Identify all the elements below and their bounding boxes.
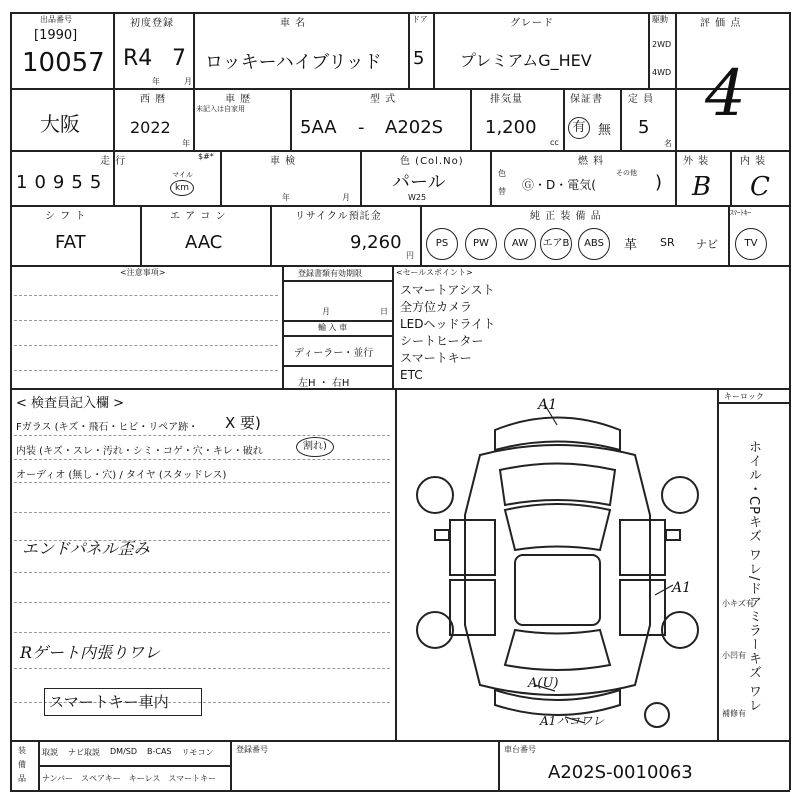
drive-label: 駆動 — [652, 15, 668, 24]
damage-mark: A1 — [672, 580, 692, 596]
hand-note: Rゲート内張りワレ — [20, 643, 161, 662]
boxed-note: スマートキー車内 — [44, 688, 202, 716]
grid-line — [789, 12, 791, 790]
grid-line — [360, 150, 362, 205]
insp-year: 年 — [282, 193, 290, 202]
year-unit: 年 — [152, 77, 160, 86]
car-name: ロッキーハイブリッド — [205, 52, 382, 73]
inspector-line — [14, 572, 390, 573]
model-prefix: 5AA — [300, 117, 337, 138]
footer-item: ナビ取説 — [68, 748, 100, 757]
interior-line: 内装 (キズ・スレ・汚れ・シミ・コゲ・穴・キレ・破れ — [16, 446, 263, 457]
year-unit-2: 年 — [182, 139, 190, 148]
equipment-label: 純 正 装 備 品 — [530, 211, 602, 222]
audio-line: オーディオ (無し・穴) / タイヤ (スタッドレス) — [16, 470, 227, 481]
footer-item: リモコン — [181, 748, 214, 757]
grid-line — [420, 205, 422, 265]
km-label: km — [170, 180, 194, 196]
grid-line — [230, 740, 232, 790]
interior-grade: C — [750, 172, 770, 202]
grid-line — [193, 12, 195, 88]
model-dash: - — [358, 117, 365, 138]
grid-line — [717, 402, 789, 404]
dealer-label: ディーラー・並行 — [294, 348, 374, 359]
grid-line — [392, 265, 394, 388]
note-line — [14, 295, 278, 296]
month-unit: 月 — [184, 77, 192, 86]
score-value: 4 — [705, 57, 746, 131]
fuel-close: ) — [655, 172, 663, 193]
sales-point: シートヒーター — [400, 334, 484, 348]
drive-2wd: 2WD — [652, 40, 672, 49]
fglass-mark: X 要) — [225, 414, 261, 432]
door-rear-right — [620, 580, 665, 635]
deadline-day: 日 — [380, 307, 388, 316]
chassis-label: 車台番号 — [504, 745, 536, 754]
rear-window — [505, 630, 610, 670]
car-name-label: 車 名 — [280, 18, 307, 29]
grid-line — [563, 88, 565, 150]
footer-item: 取説 — [42, 748, 58, 757]
sales-point: スマートキー — [400, 351, 472, 365]
spare-wheel — [645, 703, 669, 727]
mileage-digits — [16, 172, 101, 193]
roof — [515, 555, 600, 625]
door-count: 5 — [413, 48, 425, 69]
hood — [500, 464, 615, 506]
yen-unit: 円 — [406, 251, 414, 260]
footer-label-char: 装 — [18, 746, 26, 755]
wheel-rear-left — [417, 612, 453, 648]
cc-unit: cc — [550, 138, 559, 147]
grid-line — [140, 205, 142, 265]
capacity: 5 — [638, 117, 650, 138]
inspection-label: 車 検 — [270, 156, 297, 167]
door-front-right — [620, 520, 665, 575]
sales-point: 全方位カメラ — [400, 300, 473, 314]
vertical-legend: ホイル・CPキズ ワレ/ドアミラーキズ ワレ — [746, 440, 761, 713]
grid-line — [620, 88, 622, 150]
interior-mark: 割れ) — [296, 437, 334, 457]
insp-month: 月 — [342, 193, 350, 202]
recycle-amount: 9,260 — [350, 232, 402, 253]
damage-mark: A1ハコワレ — [540, 714, 605, 728]
windshield — [505, 504, 610, 550]
mileage-digit: 5 — [71, 172, 83, 193]
legend-small-dent: 小凹有 — [722, 651, 746, 660]
grid-line — [10, 740, 790, 742]
damage-mark: A(U) — [528, 676, 559, 691]
grid-line — [10, 88, 790, 90]
grid-line — [498, 740, 500, 790]
footer-item: スマートキー — [168, 774, 217, 783]
equip-sr: SR — [660, 236, 675, 249]
inspector-line — [14, 632, 390, 633]
inspector-line — [14, 668, 390, 669]
inspector-line — [14, 459, 390, 460]
exterior-label: 外 装 — [683, 156, 710, 167]
score-label: 評 価 点 — [700, 18, 742, 29]
shift-label: シ フ ト — [45, 211, 87, 222]
grid-line — [648, 12, 650, 88]
car-body — [465, 445, 650, 695]
mileage-digit: 0 — [34, 172, 46, 193]
drive-4wd: 4WD — [652, 68, 672, 77]
exterior-grade: B — [692, 172, 712, 202]
door-rear-left — [450, 580, 495, 635]
grid-line — [290, 88, 292, 150]
bracket-number: [1990] — [34, 28, 78, 43]
mileage-label: 走 行 — [100, 156, 127, 167]
grid-line — [10, 12, 790, 14]
inspector-line — [14, 482, 390, 483]
lot-number: 10057 — [22, 48, 105, 78]
equip-tv-icon: TV — [735, 228, 767, 260]
handle-label: 左H ・ 右H — [298, 378, 350, 389]
reg-month: 7 — [172, 46, 186, 71]
equip-ps-icon: PS — [426, 228, 458, 260]
mile-label: マイル — [172, 171, 193, 179]
mileage-digit: 5 — [89, 172, 102, 193]
door-label: ドア — [412, 15, 428, 24]
color-change-2: 替 — [498, 187, 506, 196]
sales-point: ETC — [400, 368, 423, 382]
import-label: 輸 入 車 — [318, 323, 348, 332]
color-code: W25 — [408, 193, 427, 202]
sales-label: <セールスポイント> — [396, 268, 473, 277]
wheel-front-left — [417, 477, 453, 513]
footer-vertical-label — [18, 744, 26, 786]
equip-leather: 革 — [624, 238, 638, 253]
displacement: 1,200 — [485, 117, 537, 138]
grid-line — [113, 12, 115, 205]
legend-small-scratch: 小キズ有 — [722, 599, 754, 608]
first-reg-label: 初度登録 — [130, 18, 174, 29]
grid-line — [10, 205, 790, 207]
footer-item: DM/SD — [110, 747, 137, 756]
grid-line — [408, 12, 410, 88]
grid-line — [717, 388, 719, 740]
note-line — [14, 370, 278, 371]
mileage-digit: 1 — [16, 172, 28, 193]
grid-line — [282, 365, 392, 367]
model-label: 型 式 — [370, 94, 397, 105]
grid-line — [10, 388, 790, 390]
sales-point: スマートアシスト — [400, 283, 495, 297]
door-front-left — [450, 520, 495, 575]
inspector-line — [14, 602, 390, 603]
aircon: AAC — [185, 232, 223, 253]
equip-abs-icon: ABS — [578, 228, 610, 260]
reg-number-label: 登録番号 — [236, 745, 268, 754]
hand-note: エンドパネル歪み — [22, 539, 150, 558]
grade-label: グレード — [510, 18, 554, 29]
mirror-right — [666, 530, 680, 540]
damage-mark: A1 — [538, 397, 558, 413]
grid-line — [490, 150, 492, 205]
smart-key-header: ｽﾏｰﾄｷｰ — [730, 209, 751, 217]
deadline-month: 月 — [322, 307, 330, 316]
inspector-line — [14, 512, 390, 513]
interior-label: 内 装 — [740, 156, 767, 167]
inspector-title: < 検査員記入欄 > — [16, 396, 125, 411]
shift: FAT — [55, 232, 86, 253]
year-label: 西 暦 — [140, 94, 167, 105]
ledger-sub: 未記入は自家用 — [196, 105, 245, 113]
grid-line — [433, 12, 435, 88]
color: パール — [392, 172, 446, 193]
footer-label-char: 品 — [18, 774, 26, 783]
capacity-unit: 名 — [664, 139, 672, 148]
equip-navi: ナビ — [696, 238, 718, 251]
displacement-label: 排気量 — [490, 94, 523, 105]
mirror-left — [435, 530, 449, 540]
chassis-number: A202S-0010063 — [548, 762, 693, 783]
location: 大阪 — [40, 112, 80, 136]
warranty-yes: 有 — [568, 117, 590, 139]
mileage-digit: 9 — [52, 172, 65, 193]
grid-line — [270, 205, 272, 265]
footer-row-2 — [42, 773, 216, 784]
note-line — [14, 320, 278, 321]
reg-deadline-label: 登録書類有効期限 — [298, 269, 362, 278]
wheel-rear-right — [662, 612, 698, 648]
footer-item: B-CAS — [147, 747, 172, 756]
caution-label: <注意事項> — [120, 268, 166, 277]
grid-line — [282, 280, 392, 282]
fglass-line: Fガラス (キズ・飛石・ヒビ・リペア跡・ — [16, 422, 199, 433]
grid-line — [282, 335, 392, 337]
grid-line — [730, 150, 732, 205]
era: R4 — [123, 46, 153, 71]
warranty-label: 保証書 — [570, 94, 603, 105]
color-label: 色 (Col.No) — [400, 156, 464, 167]
warranty-no: 無 — [598, 123, 612, 138]
footer-item: ナンバー — [42, 774, 74, 783]
sales-points — [400, 282, 495, 384]
sales-point: LEDヘッドライト — [400, 317, 496, 331]
footer-item: スペアキー — [81, 774, 121, 783]
inspector-line — [14, 435, 390, 436]
fuel-options: Ⓖ・D・電気( — [522, 178, 596, 192]
legend-repair: 補修有 — [722, 709, 746, 718]
grid-line — [193, 88, 195, 150]
equip-aw-icon: AW — [504, 228, 536, 260]
grid-line — [10, 12, 12, 790]
note-line — [14, 345, 278, 346]
grid-line — [470, 88, 472, 150]
equip-pw-icon: PW — [465, 228, 497, 260]
grid-line — [675, 150, 677, 205]
color-change-1: 色 — [498, 169, 506, 178]
grid-line — [395, 388, 397, 740]
grid-line — [220, 150, 222, 205]
equip-airbag-icon: エアB — [540, 228, 572, 260]
capacity-label: 定 員 — [628, 94, 655, 105]
recycle-label: リサイクル預託金 — [295, 211, 382, 222]
keylock-label: キーロック — [724, 392, 764, 401]
grid-line — [38, 765, 230, 767]
grid-line — [282, 265, 284, 388]
year-western: 2022 — [130, 118, 171, 137]
fuel-other: その他 — [616, 169, 637, 177]
ledger-label: 車 歴 — [225, 94, 252, 105]
grid-line — [675, 12, 677, 150]
aircon-label: エ ア コ ン — [170, 211, 227, 222]
s-mark-label: $#* — [198, 152, 214, 161]
model-code: A202S — [385, 117, 444, 138]
footer-label-char: 備 — [18, 760, 26, 769]
origin-label: 出品番号 — [40, 15, 72, 24]
footer-row-1 — [42, 747, 214, 758]
fuel-label: 燃 料 — [578, 156, 605, 167]
grade: プレミアムG_HEV — [460, 51, 592, 70]
wheel-front-right — [662, 477, 698, 513]
footer-item: キーレス — [128, 774, 161, 783]
grid-line — [10, 790, 790, 792]
